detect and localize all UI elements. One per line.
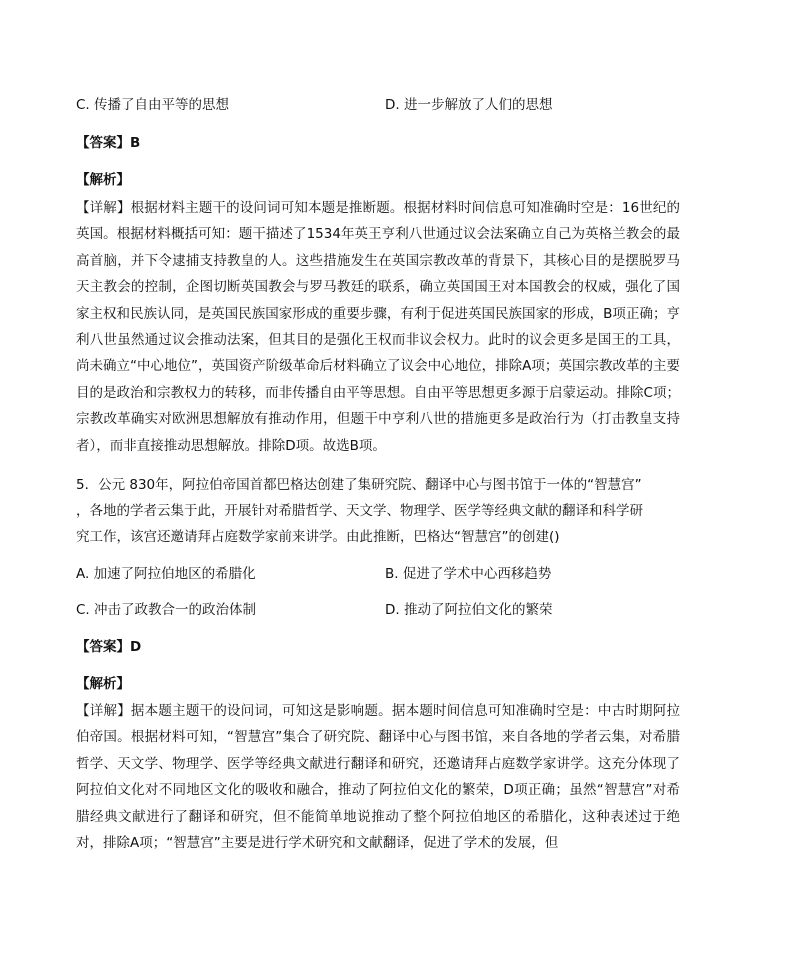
q5-stem-line1: 5．公元 830年，阿拉伯帝国首都巴格达创建了集研究院、翻译中心与图书馆于一体的“智慧宫” <box>76 477 642 493</box>
q5-option-c: C. 冲击了政教合一的政治体制 <box>76 602 257 618</box>
q5-analysis-label: 【解析】 <box>76 676 130 692</box>
q4-analysis-label: 【解析】 <box>76 172 130 188</box>
q4-detail: 【详解】根据材料主题干的设问词可知本题是推断题。根据材料时间信息可知准确时空是：16世纪的英国。根据材料概括可知：题干描述了1534年英王亨利八世通过议会法案确立自己为英格兰教会的最高首脑，并下令逮捕支持教皇的人。这些措施发生在英国宗教改革的背景下，其核心目的是摆脱罗马天主教会的控制，企图切断英国教会与罗马教廷的联系，确立英国国王对本国教会的权威，强化了国家主权和民族认同，是英国民族国家形成的重要步骤，有利于促进英国民族国家的形成，B项正确；亨利八世虽然通过议会推动法案，但其目的是强化王权而非议会权力。此时的议会更多是国王的工具，尚未确立“中心地位”，英国资产阶级革命后材料确立了议会中心地位，排除A项；英国宗教改革的主要目的是政治和宗教权力的转移，而非传播自由平等思想。自由平等思想更多源于启蒙运动。排除C项；宗教改革确实对欧洲思想解放有推动作用，但题干中亨利八世的措施更多是政治行为（打击教皇支持者），而非直接推动思想解放。排除D项。故选B项。 <box>76 200 680 454</box>
q5-option-b: B. 促进了学术中心西移趋势 <box>385 566 552 582</box>
q4-option-c: C. 传播了自由平等的思想 <box>76 97 230 113</box>
q5-option-a: A. 加速了阿拉伯地区的希腊化 <box>76 566 256 582</box>
q5-stem-line3: 究工作，该宫还邀请拜占庭数学家前来讲学。由此推断，巴格达“智慧宫”的创建() <box>76 529 560 545</box>
q5-stem-line2: ，各地的学者云集于此，开展针对希腊哲学、天文学、物理学、医学等经典文献的翻译和科学研 <box>76 503 643 519</box>
q4-option-d: D. 进一步解放了人们的思想 <box>385 97 553 113</box>
q5-option-d: D. 推动了阿拉伯文化的繁荣 <box>385 602 553 618</box>
q4-answer: 【答案】B <box>76 135 141 151</box>
q5-detail: 【详解】据本题主题干的设问词，可知这是影响题。据本题时间信息可知准确时空是：中古时期阿拉伯帝国。根据材料可知，“智慧宫”集合了研究院、翻译中心与图书馆，来自各地的学者云集，对希腊哲学、天文学、物理学、医学等经典文献进行翻译和研究，还邀请拜占庭数学家讲学。这充分体现了阿拉伯文化对不同地区文化的吸收和融合，推动了阿拉伯文化的繁荣，D项正确；虽然“智慧宫”对希腊经典文献进行了翻译和研究，但不能简单地说推动了整个阿拉伯地区的希腊化，这种表述过于绝对，排除A项；“智慧宫”主要是进行学术研究和文献翻译，促进了学术的发展，但 <box>76 703 680 852</box>
q5-answer: 【答案】D <box>76 639 142 655</box>
